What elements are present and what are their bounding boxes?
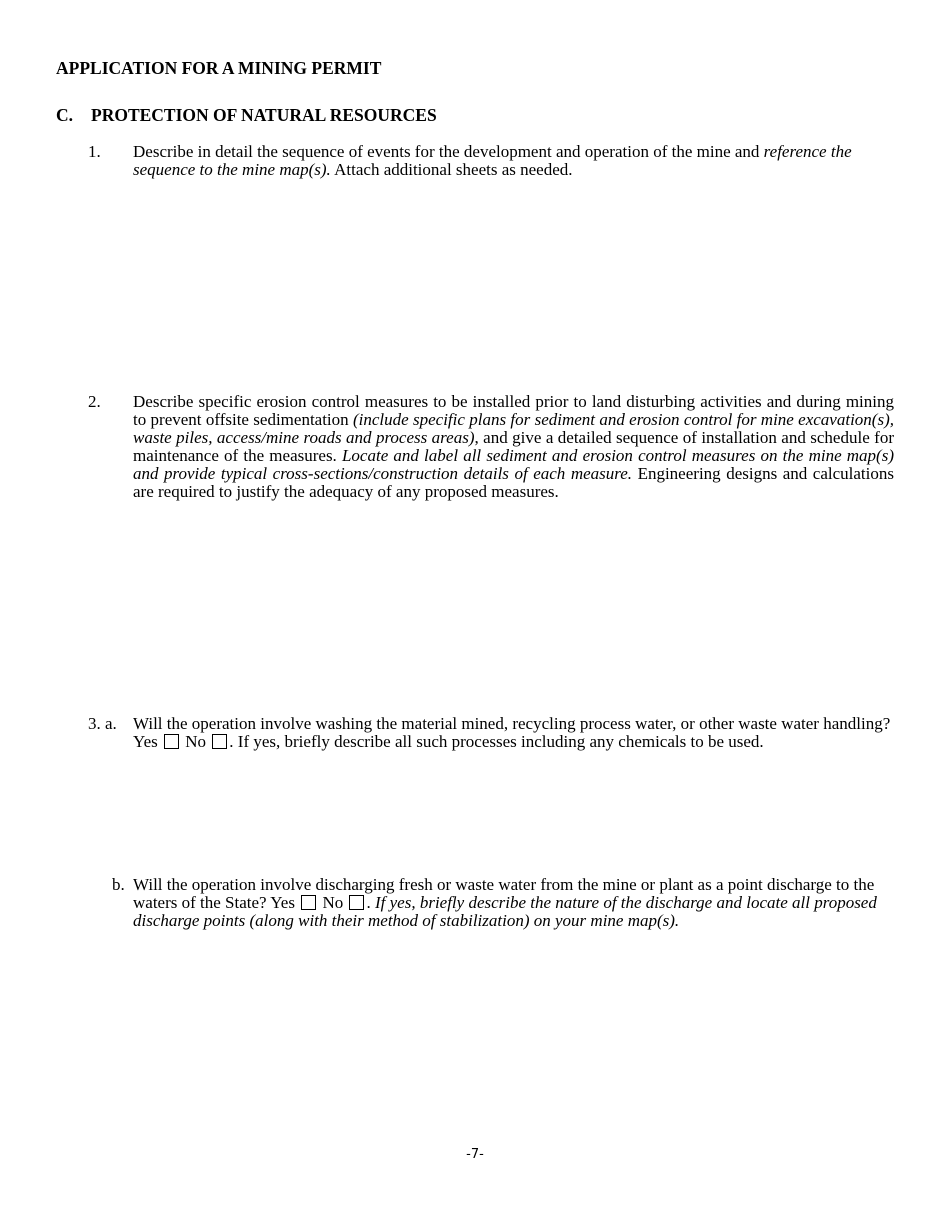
section-letter: C. (56, 105, 74, 125)
question-3b (88, 876, 894, 930)
question-1-number: 1. (88, 142, 101, 161)
question-2 (88, 393, 894, 501)
question-3a-text: Will the operation involve washing the material mined, recycling process water, or other waste water handling? Yes No . If yes, briefly describe all such processes including any chemicals to be used. (133, 714, 891, 751)
question-2-text: Describe specific erosion control measures to be installed prior to land disturbing activities and during mining to prevent offsite sedimentation (include specific plans for sediment and erosion control for mine excavation(s), waste piles, access/mine roads and process areas), and give a detailed sequence of installation and schedule for maintenance of the measures. Locate and label all sediment and erosion control measures on the mine map(s) and provide typical cross-sections/construction details of each measure. Engineering designs and calculations are required to justify the adequacy of any proposed measures. (133, 392, 894, 501)
page-title: APPLICATION FOR A MINING PERMIT (56, 58, 382, 78)
question-3a-number: 3. a. (88, 714, 117, 733)
section-title: PROTECTION OF NATURAL RESOURCES (91, 105, 437, 125)
page-number: -7- (466, 1147, 484, 1162)
q3a-yes-checkbox[interactable] (164, 734, 179, 749)
q3b-no-checkbox[interactable] (349, 895, 364, 910)
q3a-no-checkbox[interactable] (212, 734, 227, 749)
question-3a (88, 715, 894, 751)
question-1 (88, 143, 894, 179)
question-3b-number: b. (112, 875, 125, 894)
question-1-text: Describe in detail the sequence of events for the development and operation of the mine and reference the sequence to the mine map(s). Attach additional sheets as needed. (133, 142, 852, 179)
question-2-number: 2. (88, 392, 101, 411)
q3b-yes-checkbox[interactable] (301, 895, 316, 910)
question-3b-text: Will the operation involve discharging fresh or waste water from the mine or plant as a point discharge to the waters of the State? Yes No . If yes, briefly describe the nature of the discharge and locate all proposed discharge points (along with their method of stabilization) on your mine map(s). (133, 875, 877, 930)
section-heading (56, 105, 437, 126)
